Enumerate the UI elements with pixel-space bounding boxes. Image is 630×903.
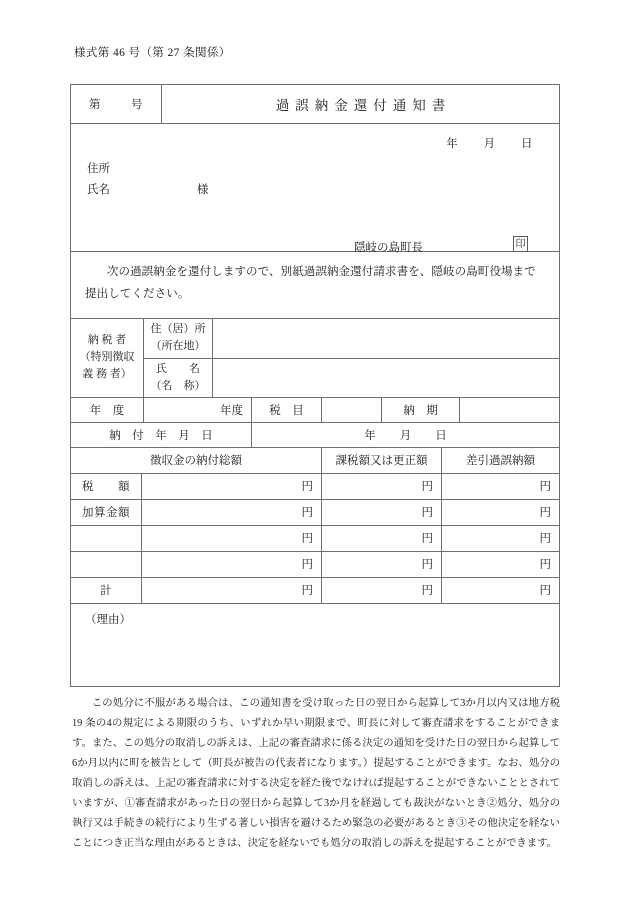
amount-row-label-total: 計 <box>100 585 112 598</box>
currency-unit: 円 <box>301 481 313 494</box>
taxpayer-label-line1: 納 税 者 <box>87 334 127 347</box>
payment-date-value[interactable] <box>251 423 559 447</box>
notice-form <box>70 84 560 687</box>
amount-table-header <box>71 447 559 473</box>
taxpayer-address-label-line2: （所在地） <box>150 340 206 353</box>
reason-label: （理由） <box>85 613 131 626</box>
currency-unit: 円 <box>421 585 433 598</box>
currency-unit: 円 <box>301 559 313 572</box>
currency-unit: 円 <box>421 559 433 572</box>
taxpayer-name-value[interactable] <box>212 359 559 397</box>
document-number-cell[interactable] <box>71 85 161 123</box>
form-header-row <box>71 85 559 123</box>
currency-unit: 円 <box>301 585 313 598</box>
salutation-inner <box>71 124 559 254</box>
seal-stamp-icon: 印 <box>513 236 528 252</box>
recipient-honorific: 様 <box>196 184 209 196</box>
table-row <box>71 551 559 577</box>
currency-unit: 円 <box>539 559 551 572</box>
amount-cell-total[interactable] <box>141 552 321 577</box>
amount-cell-assessed[interactable] <box>321 474 441 499</box>
table-row <box>71 473 559 499</box>
currency-unit: 円 <box>421 507 433 520</box>
taxpayer-label-line3: 義 務 者） <box>82 368 132 381</box>
reason-box[interactable] <box>71 604 559 686</box>
currency-unit: 円 <box>539 507 551 520</box>
issue-date-year-label: 年 <box>446 138 459 150</box>
amount-cell-total[interactable] <box>141 578 321 603</box>
tax-item-label: 税 目 <box>251 398 321 422</box>
amount-cell-overpaid[interactable] <box>441 526 559 551</box>
taxpayer-label-line2: （特別徴収 <box>79 351 135 364</box>
payment-date-year-label: 年 <box>364 429 376 442</box>
table-row <box>71 577 559 603</box>
payment-period-value[interactable] <box>459 398 559 422</box>
amount-cell-overpaid[interactable] <box>441 578 559 603</box>
taxpayer-address-row <box>144 319 559 358</box>
currency-unit: 円 <box>301 533 313 546</box>
payment-date-row <box>71 422 559 447</box>
recipient-address-label: 住所 <box>87 163 110 175</box>
recipient-name-label: 氏名 <box>87 184 110 196</box>
taxpayer-label <box>71 319 143 397</box>
payment-date-label: 納 付 年 月 日 <box>109 429 213 442</box>
amount-column-header-overpaid: 差引過誤納額 <box>441 448 559 473</box>
amount-row-label[interactable] <box>71 552 141 577</box>
taxpayer-name-label <box>144 359 212 397</box>
taxpayer-address-label-line1: 住（居）所 <box>150 323 206 336</box>
fiscal-year-row <box>71 397 559 422</box>
taxpayer-name-label-line2: （名 称） <box>150 379 206 392</box>
document-number-prefix-label: 第 <box>89 99 101 111</box>
tax-item-value[interactable] <box>321 398 381 422</box>
amount-cell-total[interactable] <box>141 474 321 499</box>
amount-cell-overpaid[interactable] <box>441 500 559 525</box>
fiscal-year-value[interactable] <box>143 398 251 422</box>
amount-cell-assessed[interactable] <box>321 578 441 603</box>
payment-date-day-label: 日 <box>435 429 447 442</box>
fiscal-year-label: 年 度 <box>89 404 125 417</box>
amount-cell-total[interactable] <box>141 500 321 525</box>
amount-cell-overpaid[interactable] <box>441 474 559 499</box>
issue-date-month-label: 月 <box>483 138 496 150</box>
currency-unit: 円 <box>539 481 551 494</box>
payment-period-label: 納 期 <box>381 398 459 422</box>
currency-unit: 円 <box>539 585 551 598</box>
salutation-block <box>71 123 559 254</box>
amount-cell-total[interactable] <box>141 526 321 551</box>
currency-unit: 円 <box>539 533 551 546</box>
currency-unit: 円 <box>301 507 313 520</box>
currency-unit: 円 <box>421 533 433 546</box>
payment-date-month-label: 月 <box>399 429 412 442</box>
body-paragraph-row <box>71 251 559 318</box>
table-row <box>71 499 559 525</box>
amount-row-label[interactable] <box>71 526 141 551</box>
appeal-rights-footnote: この処分に不服がある場合は、この通知書を受け取った日の翌日から起算して3か月以内又は地方税 19 条の4の規定による期限のうち、いずれか早い期限まで、町長に対して審査請求をすることができます。また、この処分の取消しの訴えは、上記の審査請求に係る決定の通知を受けた日の翌日から起算して6か月以内に町を被告として（町長が被告の代表者になります。）提起することができます。なお、処分の取消しの訴えは、上記の審査請求に対する決定を経た後でなければ提起することができないこととされていますが、①審査請求があった日の翌日から起算して3か月を経過しても裁決がないとき②処分、処分の執行又は手続きの続行により生ずる著しい損害を避けるため緊急の必要があるとき③その他決定を経ないことにつき正当な理由があるときは、決定を経ないでも処分の取消しの訴えを提起することができます。 <box>72 698 560 849</box>
page-title: 過誤納金還付通知書 <box>161 85 559 123</box>
amount-cell-assessed[interactable] <box>321 526 441 551</box>
amount-row-label: 税 額 <box>82 481 130 494</box>
issue-date-line[interactable] <box>446 135 533 151</box>
taxpayer-name-label-line1: 氏 名 <box>156 362 200 375</box>
amount-cell-assessed[interactable] <box>321 552 441 577</box>
table-row <box>71 525 559 551</box>
amount-cell-overpaid[interactable] <box>441 552 559 577</box>
taxpayer-section <box>71 318 559 397</box>
taxpayer-fields <box>143 319 559 397</box>
taxpayer-name-row <box>144 358 559 397</box>
fiscal-year-unit-label: 年度 <box>220 404 243 417</box>
issue-date-day-label: 日 <box>521 138 533 150</box>
currency-unit: 円 <box>421 481 433 494</box>
form-number: 様式第 46 号（第 27 条関係） <box>74 47 231 59</box>
taxpayer-address-label <box>144 319 212 358</box>
amount-row-label: 加算金額 <box>82 507 130 520</box>
body-paragraph: 次の過誤納金を還付しますので、別紙過誤納金還付請求書を、隠岐の島町役場まで提出してください。 <box>85 266 536 301</box>
document-number-suffix-label: 号 <box>131 99 143 111</box>
amount-cell-assessed[interactable] <box>321 500 441 525</box>
issuer-title: 隠岐の島町長 <box>354 242 423 254</box>
amount-column-header-total: 徴収金の納付総額 <box>150 455 242 468</box>
recipient-name-line[interactable] <box>87 181 208 197</box>
reason-section <box>71 603 559 686</box>
amount-column-header-assessed: 課税額又は更正額 <box>321 448 441 473</box>
taxpayer-address-value[interactable] <box>212 319 559 358</box>
